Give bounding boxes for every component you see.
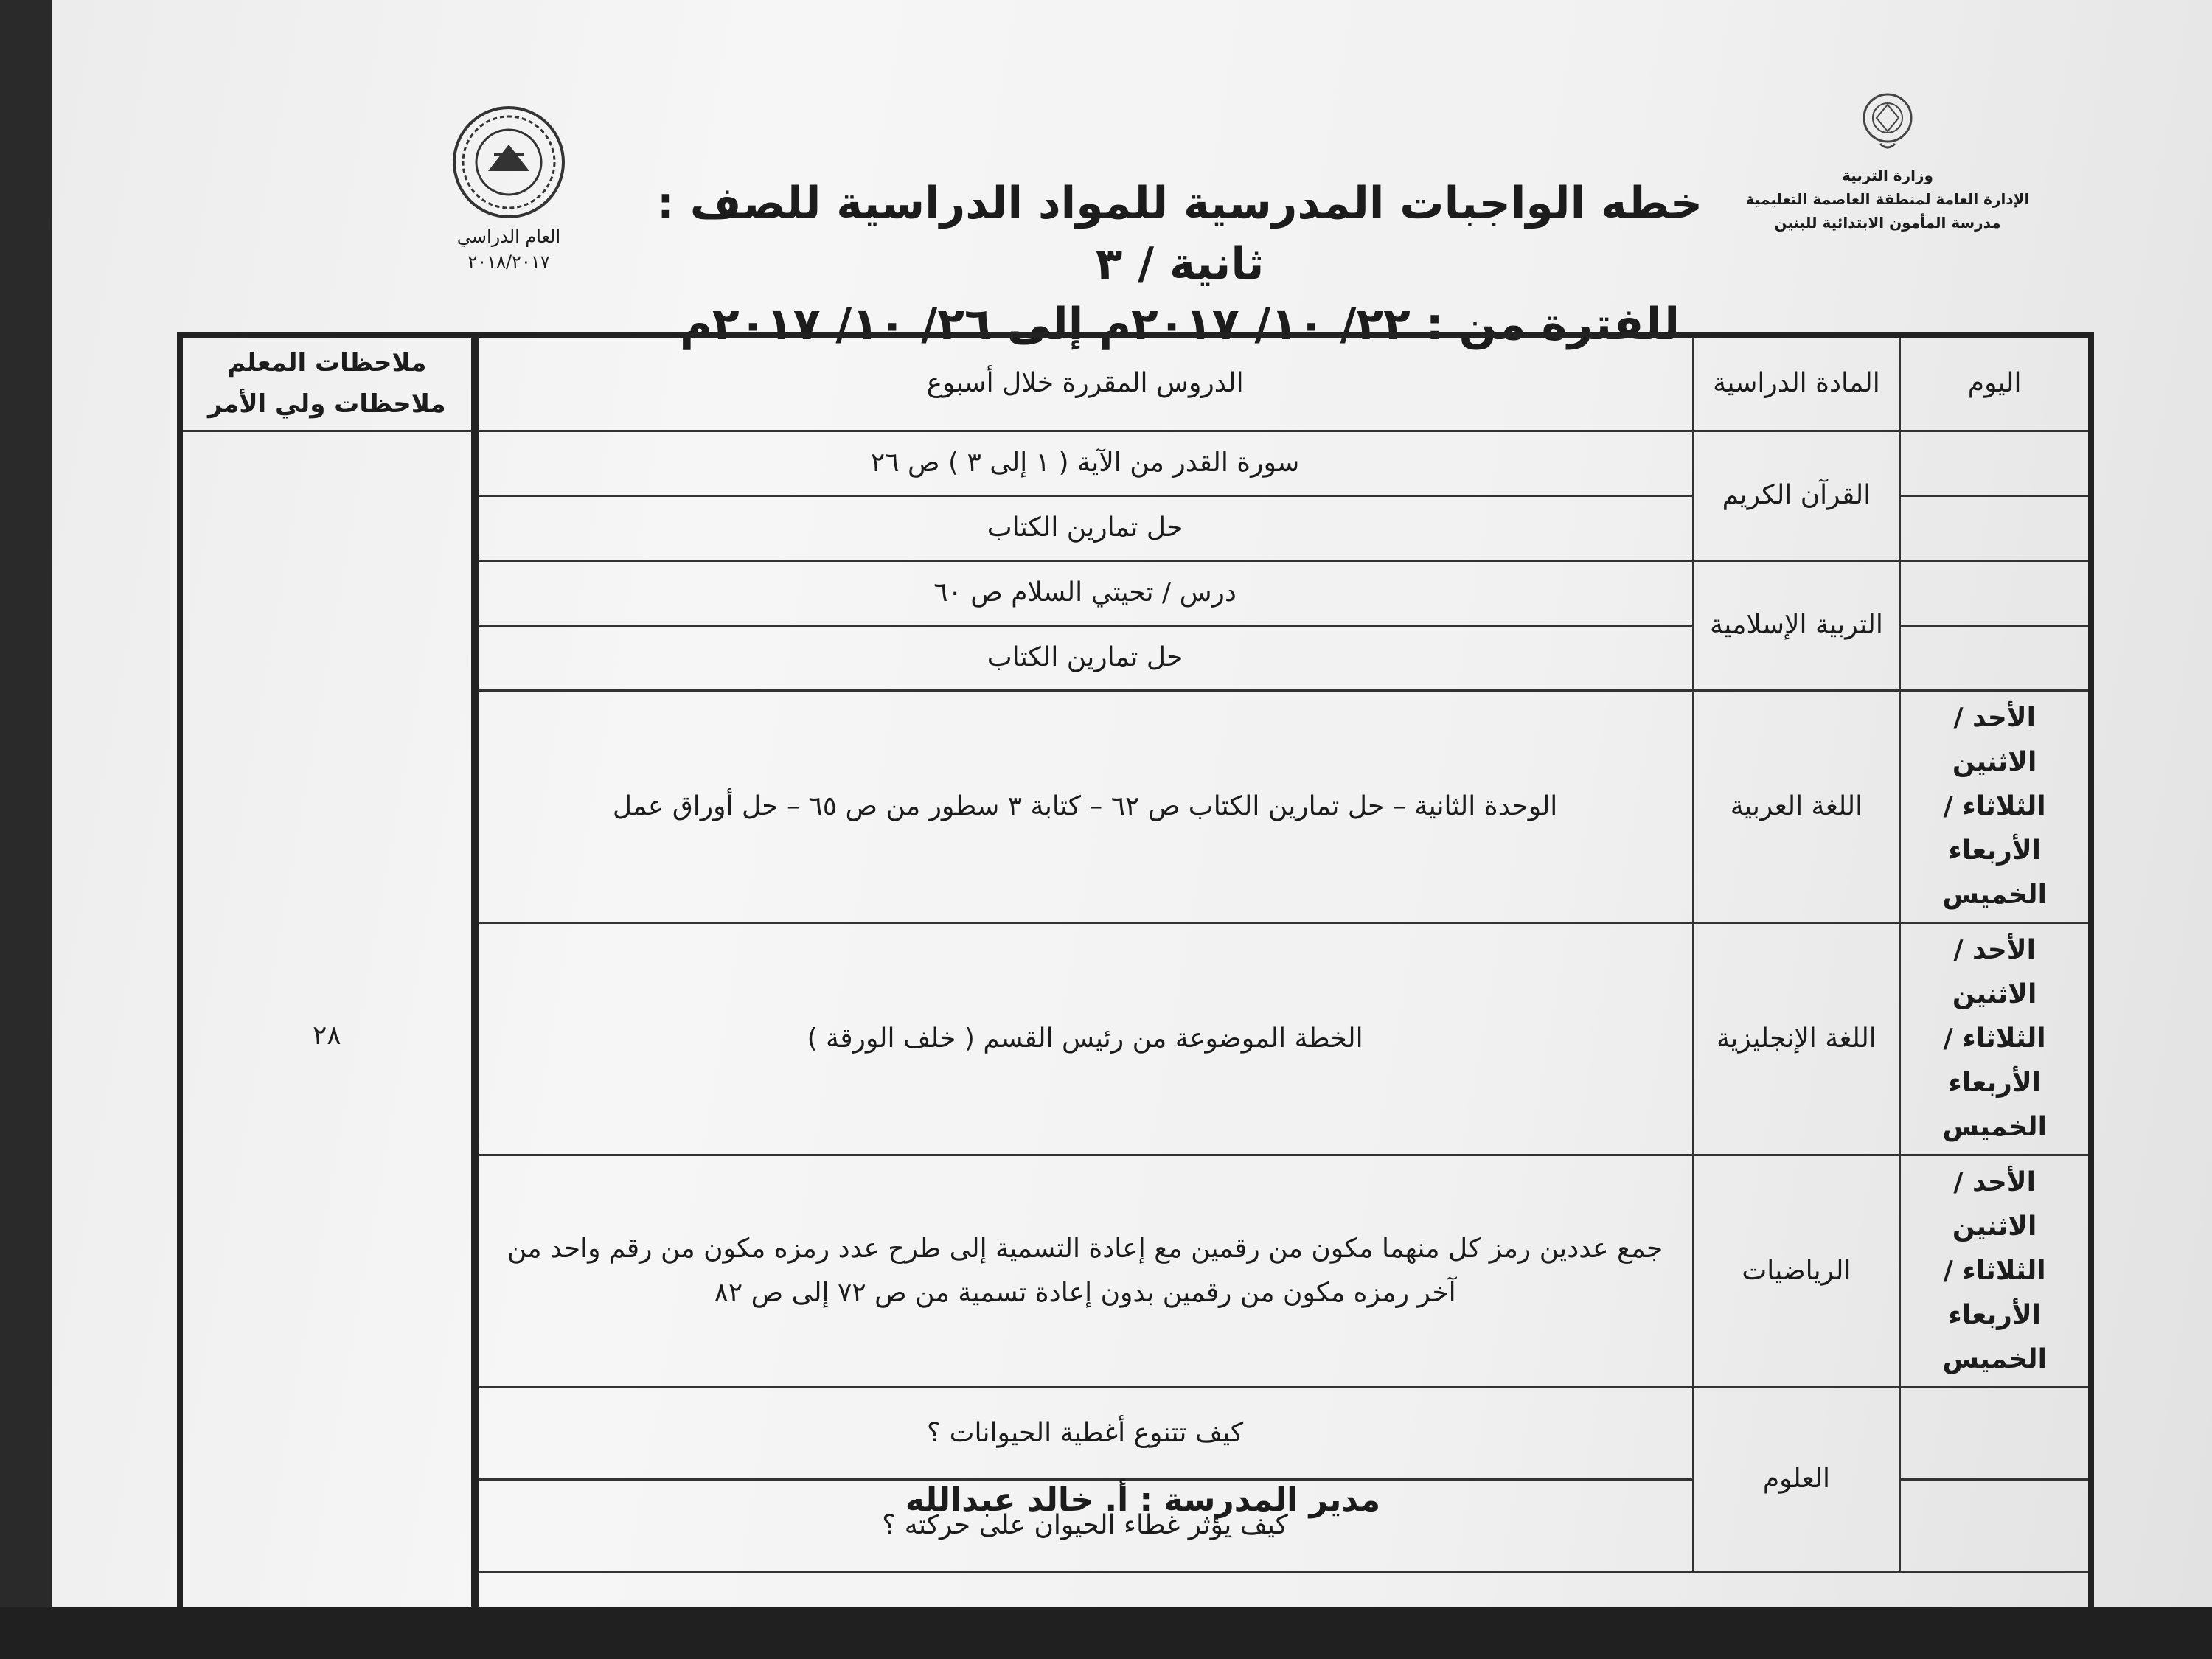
subject-cell: القرآن الكريم — [1693, 431, 1900, 560]
day-cell: الأحد /الاثنين الثلاثاء /الأربعاء الخميس — [1900, 690, 2091, 922]
subject-header: المادة الدراسية — [1693, 335, 1900, 431]
page-title — [627, 173, 1733, 355]
day-cell — [1900, 1479, 2091, 1571]
notes-header: ملاحظات المعلم ملاحظات ولي الأمر — [180, 335, 475, 431]
academic-year-block — [420, 103, 597, 274]
day-cell: الأحد /الاثنين الثلاثاء /الأربعاء الخميس — [1900, 922, 2091, 1155]
lesson-cell: جمع عددين رمز كل منهما مكون من رقمين مع إعادة التسمية إلى طرح عدد رمزه مكون من رقم واحد من آخر رمزه مكون من رقمين بدون إعادة تسمية من ص ٧٢ إلى ص ٨٢ — [475, 1155, 1693, 1387]
lesson-cell: سورة القدر من الآية ( ١ إلى ٣ ) ص ٢٦ — [475, 431, 1693, 495]
table-row — [180, 431, 2091, 495]
lessons-header: الدروس المقررة خلال أسبوع — [475, 335, 1693, 431]
school-seal-icon — [442, 103, 575, 221]
subject-cell: اللغة الإنجليزية — [1693, 922, 1900, 1155]
homework-table — [177, 332, 2094, 1646]
table-header-row — [180, 335, 2091, 431]
subject-cell: الرياضيات — [1693, 1155, 1900, 1387]
directorate-name: الإدارة العامة لمنطقة العاصمة التعليمية — [1745, 190, 2030, 208]
ministry-header — [1733, 88, 2042, 234]
lesson-cell: حل تمارين الكتاب — [475, 625, 1693, 690]
principal-signature-line: مدير المدرسة : أ. خالد عبدالله — [905, 1481, 1381, 1519]
academic-year-value: ٢٠١٨/٢٠١٧ — [467, 251, 550, 272]
day-cell: الأحد /الاثنين الثلاثاء /الأربعاء الخميس — [1900, 1155, 2091, 1387]
ministry-crest-icon — [1847, 88, 1928, 155]
day-cell — [1900, 560, 2091, 625]
lesson-cell: كيف يؤثر غطاء الحيوان على حركته ؟ — [475, 1479, 1693, 1571]
day-cell — [1900, 625, 2091, 690]
day-cell — [1900, 495, 2091, 560]
school-name: مدرسة المأمون الابتدائية للبنين — [1774, 214, 2001, 232]
day-cell — [1900, 1387, 2091, 1479]
lesson-cell: درس / تحيتي السلام ص ٦٠ — [475, 560, 1693, 625]
background-edge — [0, 1607, 2212, 1659]
lesson-cell: حل تمارين الكتاب — [475, 495, 1693, 560]
title-line-1: خطه الواجبات المدرسية للمواد الدراسية للصف : ثانية / ٣ — [656, 178, 1703, 290]
title-line-2: للفترة من : ٢٢/ ١٠/ ٢٠١٧م إلى ٢٦/ ١٠/ ٢٠١٧م — [679, 299, 1680, 350]
subject-cell: اللغة العربية — [1693, 690, 1900, 922]
day-cell — [1900, 431, 2091, 495]
lesson-cell: الخطة الموضوعة من رئيس القسم ( خلف الورقة ) — [475, 922, 1693, 1155]
subject-cell: التربية الإسلامية — [1693, 560, 1900, 690]
lesson-cell: الوحدة الثانية – حل تمارين الكتاب ص ٦٢ – كتابة ٣ سطور من ص ٦٥ – حل أوراق عمل — [475, 690, 1693, 922]
lesson-cell: كيف تتنوع أغطية الحيوانات ؟ — [475, 1387, 1693, 1479]
notes-cell: ٢٨ — [180, 431, 475, 1644]
subject-cell: العلوم — [1693, 1387, 1900, 1571]
academic-year-label: العام الدراسي — [456, 226, 561, 247]
day-header: اليوم — [1900, 335, 2091, 431]
ministry-name: وزارة التربية — [1842, 167, 1933, 184]
